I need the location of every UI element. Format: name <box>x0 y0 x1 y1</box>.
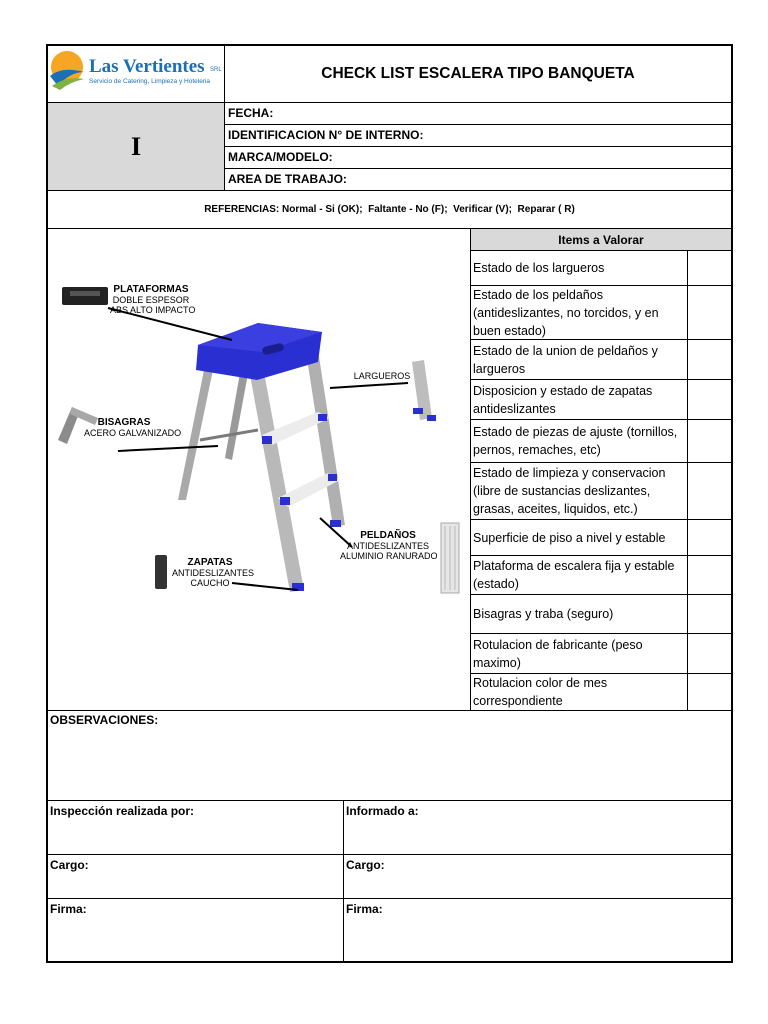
observaciones-label: OBSERVACIONES: <box>50 713 159 727</box>
item-value-cell[interactable] <box>688 674 731 710</box>
callout-largueros: LARGUEROS <box>353 371 411 381</box>
item-value-cell[interactable] <box>688 634 731 673</box>
item-value-cell[interactable] <box>688 286 731 339</box>
inspeccion-label: Inspección realizada por: <box>50 804 195 818</box>
informado-label: Informado a: <box>346 804 419 818</box>
item-value-cell[interactable] <box>688 251 731 285</box>
identificacion-label: IDENTIFICACION N° DE INTERNO: <box>228 128 424 142</box>
item-label: Rotulacion color de mes correspondiente <box>473 676 608 708</box>
step-part-icon <box>441 523 459 593</box>
item-label: Estado de los peldaños (antideslizantes, no torcidos, y en buen estado) <box>473 287 659 338</box>
callout-plataformas: PLATAFORMAS DOBLE ESPESOR ABS ALTO IMPACTO <box>110 284 196 315</box>
item-label: Plataforma de escalera fija y estable (estado) <box>473 559 675 591</box>
company-suffix: SRL <box>210 67 222 73</box>
callout-zapatas: ZAPATAS ANTIDESLIZANTES CAUCHO <box>172 557 255 588</box>
marca-label: MARCA/MODELO: <box>228 150 333 164</box>
item-value-cell[interactable] <box>688 380 731 419</box>
form-code-cell <box>48 103 224 190</box>
step-ladder-illustration <box>178 323 345 592</box>
item-value-cell[interactable] <box>688 595 731 633</box>
item-label: Estado de los largueros <box>473 261 605 275</box>
item-value-cell[interactable] <box>688 420 731 462</box>
item-label: Rotulacion de fabricante (peso maximo) <box>473 637 643 670</box>
cargo-left-label: Cargo: <box>50 858 89 872</box>
references-text: REFERENCIAS: Normal - Si (OK); Faltante - No (F); Verificar (V); Reparar ( R) <box>204 204 575 215</box>
callout-peldanos: PELDAÑOS ANTIDESLIZANTES ALUMINIO RANURADO <box>340 530 438 561</box>
item-label: Estado de piezas de ajuste (tornillos, pernos, remaches, etc) <box>473 425 678 457</box>
company-tagline: Servicio de Catering, Limpieza y Hoteleria <box>89 78 211 85</box>
item-label: Disposicion y estado de zapatas antideslizantes <box>473 383 653 416</box>
item-value-cell[interactable] <box>688 463 731 519</box>
item-label: Estado de limpieza y conservacion (libre de sustancias deslizantes, grasas, aceites, liquidos, etc.) <box>473 466 666 516</box>
company-logo <box>48 46 224 102</box>
firma-left-label: Firma: <box>50 902 87 916</box>
fecha-label: FECHA: <box>228 106 274 120</box>
callout-bisagras: BISAGRAS ACERO GALVANIZADO <box>84 417 182 438</box>
ladder-diagram <box>48 229 470 710</box>
cargo-right-label: Cargo: <box>346 858 385 872</box>
foot-part-icon <box>155 555 167 589</box>
firma-right-label: Firma: <box>346 902 383 916</box>
rail-part-icon <box>412 360 436 421</box>
observaciones-field[interactable] <box>48 730 731 800</box>
company-name: Las Vertientes <box>89 56 205 77</box>
item-label: Superficie de piso a nivel y estable <box>473 530 666 545</box>
page-title: CHECK LIST ESCALERA TIPO BANQUETA <box>321 65 635 82</box>
item-value-cell[interactable] <box>688 520 731 555</box>
platform-part-icon <box>62 287 108 305</box>
item-value-cell[interactable] <box>688 556 731 594</box>
item-label: Estado de la union de peldaños y largueros <box>473 343 658 376</box>
item-value-cell[interactable] <box>688 340 731 379</box>
items-header: Items a Valorar <box>471 229 731 250</box>
item-label: Bisagras y traba (seguro) <box>473 607 614 621</box>
form-code: I <box>130 131 142 161</box>
area-label: AREA DE TRABAJO: <box>228 172 347 186</box>
